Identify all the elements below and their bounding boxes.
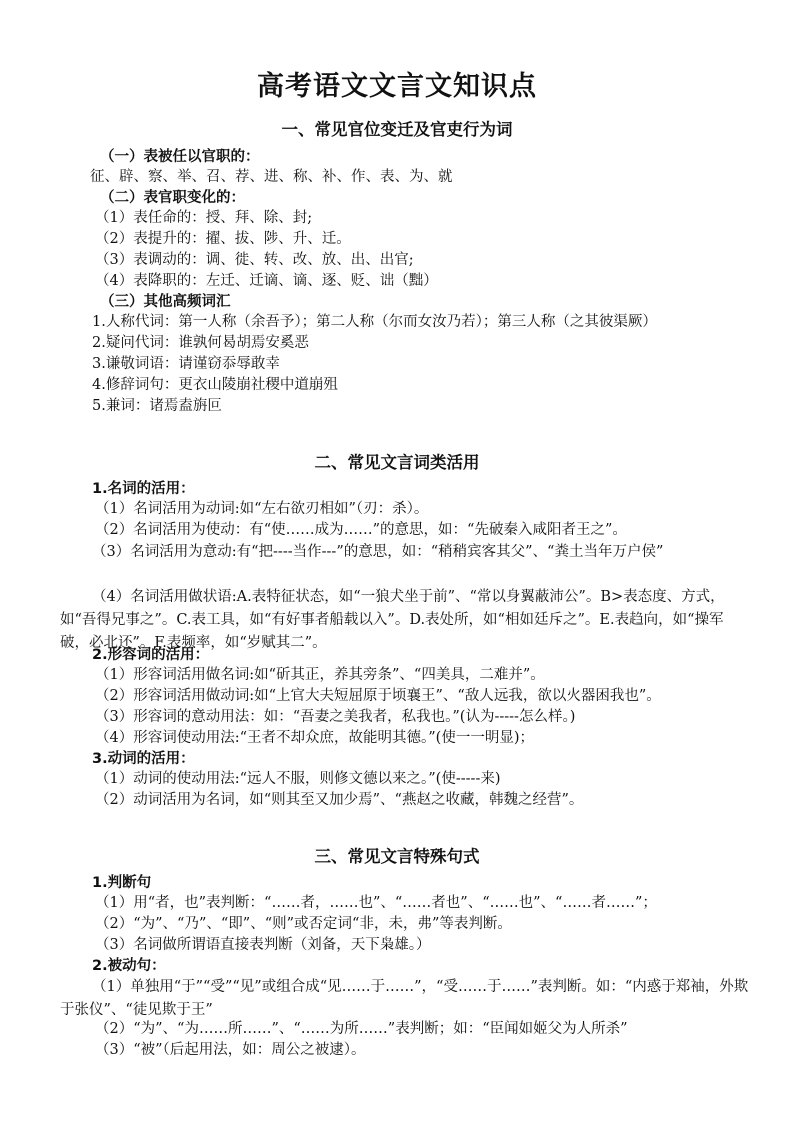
document-title: 高考语文文言文知识点 [257,71,537,102]
section-1-heading: 一、常见官位变迁及官吏行为词 [281,120,513,139]
list-item: （2）“为”、“乃”、“即”、“则”或否定词“非，未，弗”等表判断。 [95,916,512,932]
section-2-heading: 二、常见文言词类活用 [314,453,480,472]
subsection-heading: 2.形容词的活用： [92,647,210,663]
list-item: （1）名词活用为动词:如“左右欲刃相如”（刃：杀）。 [95,501,429,517]
subsection-heading: 1.判断句 [92,875,152,891]
subsection-heading: 3.动词的活用： [92,751,195,767]
section-3-heading: 三、常见文言特殊句式 [314,847,480,866]
list-item: （4）表降职的：左迁、迁谪、谪、逐、贬、诎（黜） [95,273,438,289]
subsection-heading: 2.被动句： [92,958,166,974]
list-item: （2）表提升的：擢、拔、陟、升、迁。 [95,231,351,247]
subsection-heading: （三）其他高频词汇 [100,294,231,310]
list-item: 1.人称代词：第一人称（余吾予）；第二人称（尔而女汝乃若）；第三人称（之其彼渠厥） [92,314,657,330]
list-item: 2.疑问代词：谁孰何曷胡焉安奚恶 [92,335,309,351]
paragraph: （1）单独用“于”“受”“见”或组合成“见……于……”，“受……于……”表判断。如：“内惑于郑袖，外欺于张仪”、“徒见欺于王” [60,979,749,1018]
list-item: 5.兼词：诸焉盍旃叵 [92,398,222,414]
list-item: （3）“被”（后起用法，如：周公之被逮）。 [95,1042,366,1058]
list-item: （1）形容词活用做名词:如“斫其正，养其旁条”、“四美具，二难并”。 [95,667,545,683]
list-item: （4）形容词使动用法:“王者不却众庶，故能明其德。”(使一一明显)； [95,730,534,746]
body-line: 征、辟、察、举、召、荐、进、称、补、作、表、为、就 [90,169,453,185]
list-item: （2）动词活用为名词，如“则其至又加少焉”、“燕赵之收藏，韩魏之经营”。 [95,792,584,808]
list-item: （1）用“者，也”表判断：“……者，……也”、“……者也”、“……也”、“……者……”； [95,895,657,911]
list-item: （2）“为”、“为……所……”、“……为所……”表判断；如：“臣闻如姬父为人所杀” [95,1021,628,1037]
subsection-heading: （二）表官职变化的： [100,190,245,206]
subsection-heading: 1.名词的活用： [92,481,195,497]
list-item: （3）表调动的：调、徙、转、改、放、出、出官; [95,252,414,268]
list-item: （3）名词做所谓语直接表判断（刘备，天下枭雄。） [95,937,431,953]
list-item: （3）形容词的意动用法：如：“吾妻之美我者，私我也。”(认为-----怎么样。) [95,709,576,725]
list-item: 3.谦敬词语：请谨窃忝辱敢幸 [92,356,280,372]
list-item: 4.修辞词句：更衣山陵崩社稷中道崩殂 [92,377,338,393]
subsection-heading: （一）表被任以官职的： [100,149,260,165]
list-item: （1）表任命的：授、拜、除、封; [95,210,313,226]
list-item: （2）形容词活用做动词:如“上官大夫短屈原于顷襄王”、“敌人远我，欲以火器困我也”。 [95,688,661,704]
paragraph: （3）名词活用为意动:有“把----当作---”的意思，如：“稍稍宾客其父”、“粪土当年万户侯” [92,544,664,560]
list-item: （1）动词的使动用法:“远人不服，则修文德以来之。”(使-----来) [95,771,501,787]
list-item: （2）名词活用为使动：有“使……成为……”的意思，如：“先破秦入咸阳者王之”。 [95,522,627,538]
paragraph: （4）名词活用做状语:A.表特征状态，如“一狼犬坐于前”、“常以身翼蔽沛公”。B>表态度、方式，如“吾得兄事之”。C.表工具，如“有好事者船载以入”。D.表处所，如“相如廷斥之”。E.表趋向，如“操军破，必北还”。F.表频率，如“岁赋其二”。 [60,589,725,651]
